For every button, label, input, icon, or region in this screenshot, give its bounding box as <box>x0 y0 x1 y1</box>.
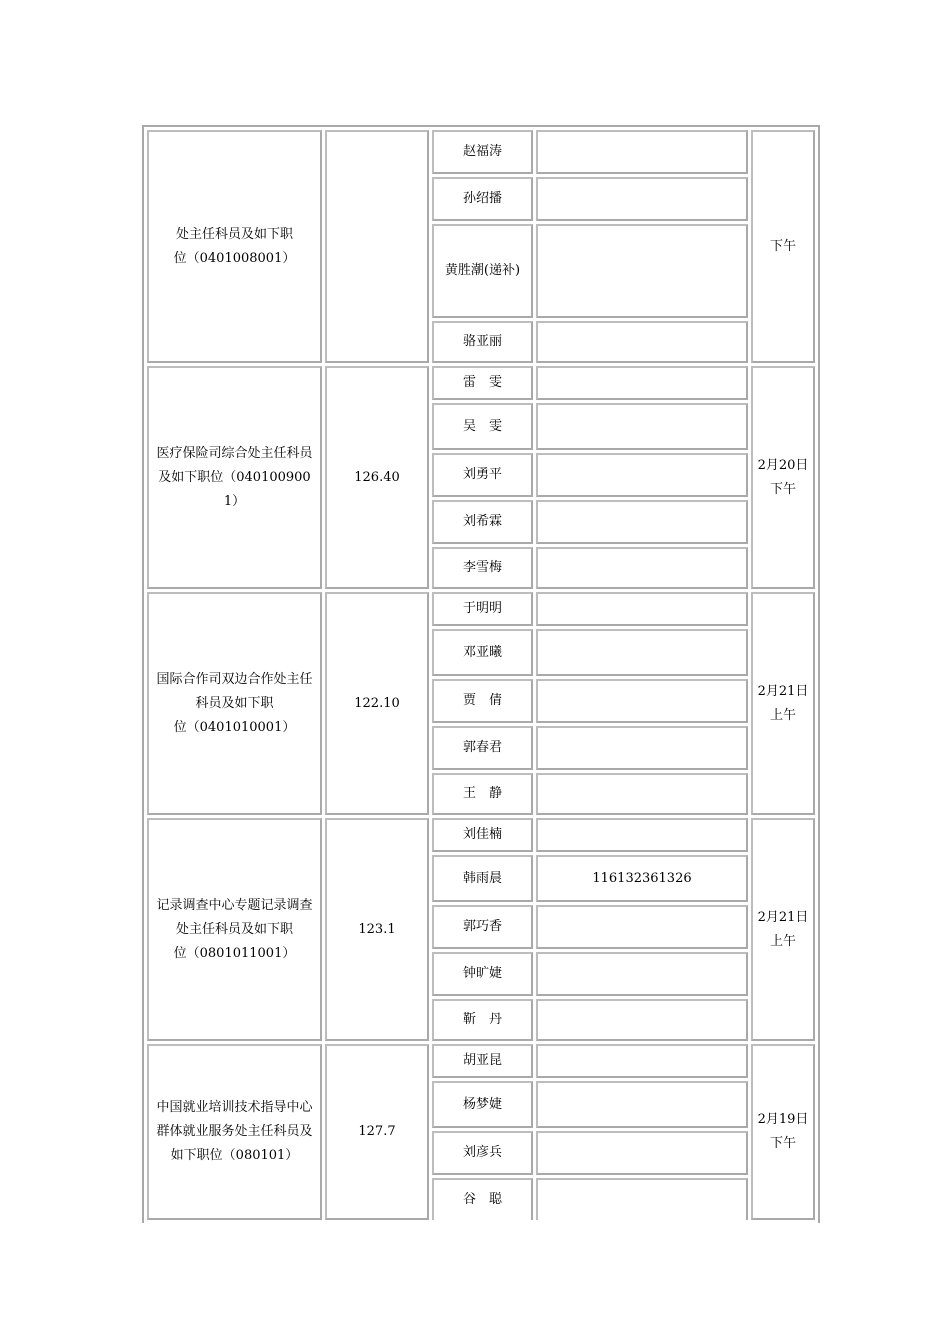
interview-time-cell: 2月19日 下午 <box>751 1044 815 1220</box>
score-cell <box>325 130 429 363</box>
interview-time-cell: 2月21日 上午 <box>751 818 815 1041</box>
candidate-name-cell: 李雪梅 <box>432 547 533 589</box>
candidate-id-cell <box>536 629 748 676</box>
candidate-id-cell <box>536 500 748 544</box>
candidate-id-cell <box>536 453 748 497</box>
candidate-id-cell <box>536 905 748 949</box>
candidate-id-cell <box>536 592 748 626</box>
candidate-id-cell <box>536 321 748 363</box>
candidate-name-cell: 吴 雯 <box>432 403 533 450</box>
candidate-name-cell: 邓亚曦 <box>432 629 533 676</box>
candidate-name-cell: 钟旷婕 <box>432 952 533 996</box>
candidate-name-cell: 胡亚昆 <box>432 1044 533 1078</box>
candidate-id-cell <box>536 679 748 723</box>
candidate-id-cell <box>536 1178 748 1220</box>
candidate-id-cell <box>536 130 748 174</box>
candidate-name-cell: 刘佳楠 <box>432 818 533 852</box>
candidate-id-cell: 116132361326 <box>536 855 748 902</box>
table-row <box>147 592 815 626</box>
candidate-name-cell: 郭春君 <box>432 726 533 770</box>
candidate-name-cell: 刘希霖 <box>432 500 533 544</box>
position-cell: 记录调查中心专题记录调查 处主任科员及如下职 位（0801011001） <box>147 818 322 1041</box>
candidate-name-cell: 刘彦兵 <box>432 1131 533 1175</box>
candidate-id-cell <box>536 1081 748 1128</box>
candidate-id-cell <box>536 1044 748 1078</box>
interview-time-cell: 2月20日 下午 <box>751 366 815 589</box>
candidate-id-cell <box>536 177 748 221</box>
score-cell: 127.7 <box>325 1044 429 1220</box>
candidate-id-cell <box>536 366 748 400</box>
interview-time-cell: 下午 <box>751 130 815 363</box>
table-row <box>147 1044 815 1078</box>
candidate-id-cell <box>536 818 748 852</box>
score-cell: 123.1 <box>325 818 429 1041</box>
score-cell: 126.40 <box>325 366 429 589</box>
candidate-name-cell: 靳 丹 <box>432 999 533 1041</box>
interview-table <box>142 125 820 1223</box>
candidate-id-cell <box>536 224 748 318</box>
table-row <box>147 130 815 174</box>
table-row <box>147 366 815 400</box>
table-row <box>147 818 815 852</box>
candidate-name-cell: 郭巧香 <box>432 905 533 949</box>
position-cell: 医疗保险司综合处主任科员 及如下职位（0401009001） <box>147 366 322 589</box>
candidate-name-cell: 骆亚丽 <box>432 321 533 363</box>
candidate-name-cell: 贾 倩 <box>432 679 533 723</box>
candidate-id-cell <box>536 999 748 1041</box>
table-body <box>147 130 815 1220</box>
candidate-id-cell <box>536 547 748 589</box>
candidate-name-cell: 谷 聪 <box>432 1178 533 1220</box>
candidate-name-cell: 杨梦婕 <box>432 1081 533 1128</box>
position-cell: 中国就业培训技术指导中心 群体就业服务处主任科员及 如下职位（080101） <box>147 1044 322 1220</box>
candidate-name-cell: 韩雨晨 <box>432 855 533 902</box>
candidate-id-cell <box>536 403 748 450</box>
candidate-name-cell: 刘勇平 <box>432 453 533 497</box>
candidate-id-cell <box>536 726 748 770</box>
candidate-name-cell: 赵福涛 <box>432 130 533 174</box>
candidate-name-cell: 雷 雯 <box>432 366 533 400</box>
interview-time-cell: 2月21日 上午 <box>751 592 815 815</box>
candidate-name-cell: 于明明 <box>432 592 533 626</box>
candidate-id-cell <box>536 952 748 996</box>
position-cell: 处主任科员及如下职 位（0401008001） <box>147 130 322 363</box>
candidate-id-cell <box>536 1131 748 1175</box>
candidate-id-cell <box>536 773 748 815</box>
candidate-name-cell: 王 静 <box>432 773 533 815</box>
candidate-name-cell: 孙绍播 <box>432 177 533 221</box>
candidate-name-cell: 黄胜潮(递补) <box>432 224 533 318</box>
position-cell: 国际合作司双边合作处主任 科员及如下职 位（0401010001） <box>147 592 322 815</box>
score-cell: 122.10 <box>325 592 429 815</box>
